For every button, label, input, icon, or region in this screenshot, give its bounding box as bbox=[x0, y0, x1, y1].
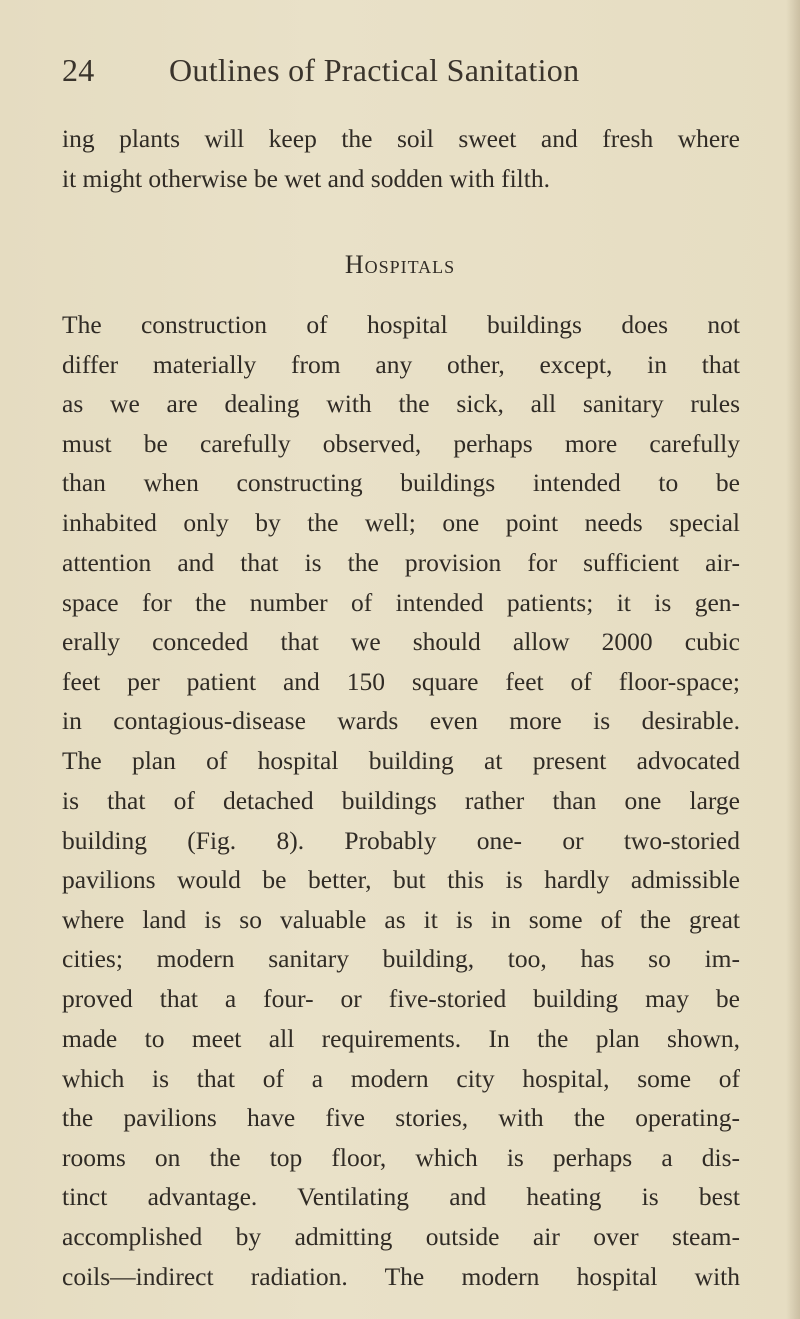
text-line: pavilions would be better, but this is hardly admissible bbox=[62, 865, 740, 894]
text-line: must be carefully observed, perhaps more carefully bbox=[62, 429, 740, 458]
text-line: The construction of hospital buildings does not bbox=[62, 310, 740, 339]
page-number: 24 bbox=[62, 52, 95, 88]
text-line: which is that of a modern city hospital, some of bbox=[62, 1064, 740, 1093]
text-line: it might otherwise be wet and sodden with filth. bbox=[62, 164, 550, 193]
text-line: feet per patient and 150 square feet of floor-space; bbox=[62, 667, 740, 696]
text-line: is that of detached buildings rather than one large bbox=[62, 786, 740, 815]
text-line: as we are dealing with the sick, all sanitary rules bbox=[62, 389, 740, 418]
text-line: accomplished by admitting outside air over steam- bbox=[62, 1222, 740, 1251]
text-line: inhabited only by the well; one point needs special bbox=[62, 508, 740, 537]
running-header bbox=[62, 52, 702, 100]
text-line: tinct advantage. Ventilating and heating is best bbox=[62, 1182, 740, 1211]
text-line: rooms on the top floor, which is perhaps a dis- bbox=[62, 1143, 740, 1172]
text-line: erally conceded that we should allow 2000 cubic bbox=[62, 627, 740, 656]
text-line: attention and that is the provision for sufficient air- bbox=[62, 548, 740, 577]
page-edge-shadow bbox=[786, 0, 800, 1319]
text-line: ing plants will keep the soil sweet and fresh where bbox=[62, 124, 740, 153]
text-line: differ materially from any other, except, in that bbox=[62, 350, 740, 379]
section-heading: Hospitals bbox=[344, 250, 456, 279]
text-line: than when constructing buildings intended to be bbox=[62, 468, 740, 497]
text-line: coils—indirect radiation. The modern hospital with bbox=[62, 1262, 740, 1291]
text-line: made to meet all requirements. In the plan shown, bbox=[62, 1024, 740, 1053]
text-line: the pavilions have five stories, with the operating- bbox=[62, 1103, 740, 1132]
text-line: where land is so valuable as it is in some of the great bbox=[62, 905, 740, 934]
text-line: in contagious-disease wards even more is desirable. bbox=[62, 706, 740, 735]
text-line: space for the number of intended patients; it is gen- bbox=[62, 588, 740, 617]
text-line: cities; modern sanitary building, too, has so im- bbox=[62, 944, 740, 973]
text-line: The plan of hospital building at present advocated bbox=[62, 746, 740, 775]
text-line: proved that a four- or five-storied building may be bbox=[62, 984, 740, 1013]
running-title: Outlines of Practical Sanitation bbox=[169, 52, 580, 88]
text-line: building (Fig. 8). Probably one- or two-storied bbox=[62, 826, 740, 855]
